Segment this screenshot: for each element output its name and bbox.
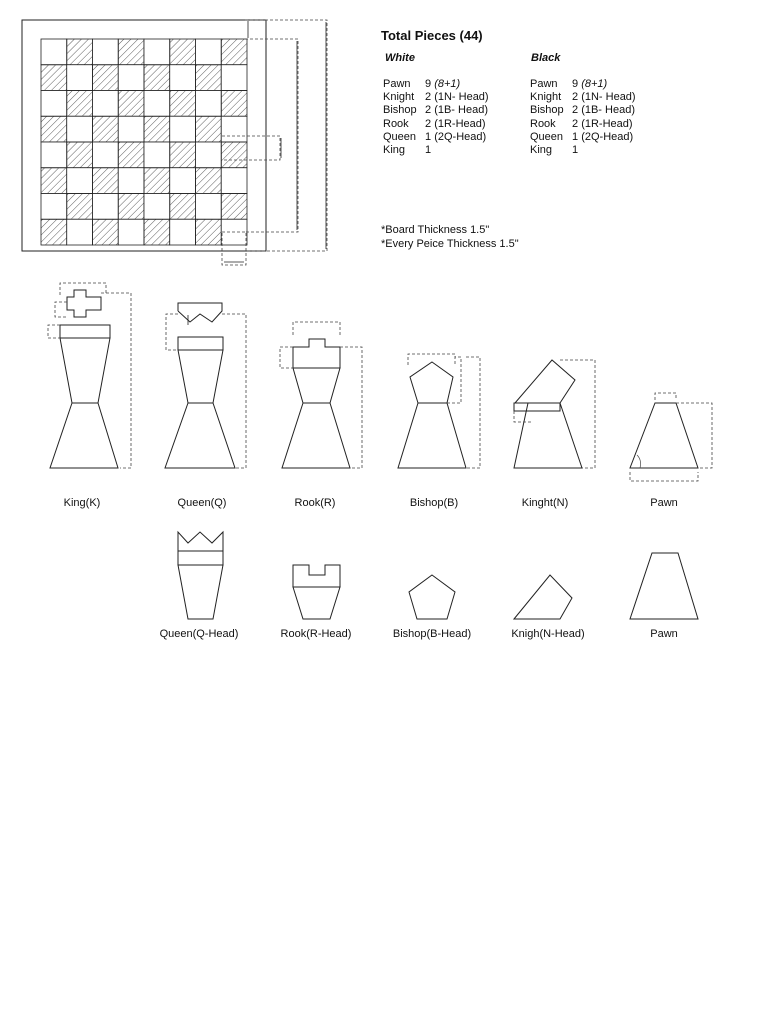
list-item <box>530 118 636 131</box>
caption-pawn-2: Pawn <box>650 628 678 640</box>
board-square <box>118 65 144 91</box>
board-square <box>144 91 170 117</box>
list-item <box>383 144 489 157</box>
board-square <box>144 142 170 168</box>
board-square <box>170 142 196 168</box>
board-square <box>41 65 67 91</box>
piece-name: Queen <box>530 130 564 143</box>
list-item <box>383 104 489 117</box>
knight-piece <box>514 360 582 468</box>
piece-name: Knight <box>383 91 415 104</box>
board-grid <box>41 39 247 245</box>
board-square <box>67 219 93 245</box>
pawn-piece <box>630 403 698 468</box>
piece-count: 1 <box>572 130 579 143</box>
board-square <box>144 194 170 220</box>
board-square <box>144 168 170 194</box>
board-square <box>196 168 222 194</box>
list-item <box>530 78 636 91</box>
piece-note: (8+1) <box>581 78 608 90</box>
piece-count: 2 <box>425 104 432 117</box>
rook-head <box>293 339 340 368</box>
piece-name: Pawn <box>383 78 411 90</box>
caption-king: King(K) <box>63 497 101 509</box>
caption-queen: Queen(Q) <box>177 497 227 509</box>
board-square <box>93 39 119 65</box>
board-square <box>67 194 93 220</box>
piece-count: 2 <box>425 91 432 104</box>
board-square <box>221 65 247 91</box>
piece-count: 1 <box>425 130 432 143</box>
board-square <box>93 116 119 142</box>
white-piece-list <box>383 78 489 157</box>
caption-bishop-head: Bishop(B-Head) <box>392 628 472 640</box>
board-square <box>93 219 119 245</box>
piece-count: 2 <box>572 91 579 104</box>
piece-name: Knight <box>530 91 562 104</box>
board-square <box>93 142 119 168</box>
queen-head-piece <box>178 532 223 619</box>
caption-rook-head: Rook(R-Head) <box>280 628 352 640</box>
board-square <box>170 194 196 220</box>
piece-name: Pawn <box>530 78 558 90</box>
board-square <box>144 65 170 91</box>
bishop-head-piece <box>409 575 455 619</box>
piece-note: (1B- Head) <box>434 104 488 117</box>
piece-name: Bishop <box>383 104 417 117</box>
black-column-header: Black <box>531 52 561 64</box>
caption-rook: Rook(R) <box>294 497 336 509</box>
board-square <box>196 194 222 220</box>
piece-name: Rook <box>530 117 556 130</box>
board-square <box>41 142 67 168</box>
board-square <box>196 142 222 168</box>
board-square <box>93 194 119 220</box>
piece-note: (8+1) <box>434 78 461 90</box>
caption-knight-head: Knigh(N-Head) <box>511 628 585 640</box>
piece-note: (1B- Head) <box>581 104 635 117</box>
board-square <box>41 91 67 117</box>
white-column-header: White <box>385 52 415 64</box>
board-square <box>170 168 196 194</box>
piece-count: 9 <box>572 78 579 90</box>
board-square <box>41 168 67 194</box>
rook-piece <box>282 339 350 468</box>
board-square <box>41 194 67 220</box>
board-square <box>196 219 222 245</box>
board-square <box>144 219 170 245</box>
piece-count: 1 <box>425 143 432 156</box>
board-square <box>221 168 247 194</box>
board-square <box>196 39 222 65</box>
black-piece-list <box>530 78 636 157</box>
queen-piece <box>165 303 235 468</box>
queen-crown <box>178 303 222 322</box>
piece-note: (2Q-Head) <box>434 130 487 143</box>
piece-note: (1N- Head) <box>581 91 636 104</box>
bishop-head <box>410 362 453 403</box>
board-square <box>170 219 196 245</box>
piece-name: King <box>530 143 553 156</box>
board-square <box>118 39 144 65</box>
bishop-piece <box>398 362 466 468</box>
board-square <box>196 116 222 142</box>
board-square <box>93 91 119 117</box>
board-square <box>144 116 170 142</box>
thickness-notes <box>381 224 519 251</box>
piece-note: (1R-Head) <box>434 117 486 130</box>
list-item <box>530 104 636 117</box>
piece-name: Queen <box>383 130 417 143</box>
board-square <box>196 91 222 117</box>
piece-name: Rook <box>383 117 409 130</box>
board-square <box>67 116 93 142</box>
board-square <box>221 194 247 220</box>
board-square <box>67 142 93 168</box>
board-square <box>170 116 196 142</box>
board-square <box>118 219 144 245</box>
board-square <box>118 116 144 142</box>
board-square <box>221 142 247 168</box>
board-square <box>118 142 144 168</box>
pawn-piece-2 <box>630 553 698 619</box>
list-item <box>530 91 636 104</box>
board-square <box>170 39 196 65</box>
board-square <box>118 91 144 117</box>
board-square <box>41 219 67 245</box>
list-item <box>383 78 489 91</box>
list-item <box>383 118 489 131</box>
board-square <box>118 168 144 194</box>
piece-note: (2Q-Head) <box>581 130 634 143</box>
list-item <box>383 131 489 144</box>
board-square <box>170 65 196 91</box>
piece-count: 2 <box>572 104 579 117</box>
rook-head-piece <box>293 565 340 619</box>
list-item <box>530 144 636 157</box>
piece-count: 2 <box>572 117 579 130</box>
board-square <box>144 39 170 65</box>
knight-head-piece <box>514 575 572 619</box>
board-square <box>41 116 67 142</box>
piece-thickness-note: *Every Peice Thickness 1.5" <box>381 237 519 250</box>
board-square <box>221 91 247 117</box>
piece-note: (1R-Head) <box>581 117 633 130</box>
caption-pawn: Pawn <box>650 497 678 509</box>
piece-count: 2 <box>425 117 432 130</box>
board-square <box>67 39 93 65</box>
board-square <box>41 39 67 65</box>
board-square <box>93 168 119 194</box>
board-square <box>67 168 93 194</box>
board-square <box>196 65 222 91</box>
board-square <box>67 65 93 91</box>
board-square <box>67 91 93 117</box>
board-thickness-note: *Board Thickness 1.5" <box>381 224 490 236</box>
list-item <box>530 131 636 144</box>
page-title: Total Pieces (44) <box>381 28 483 43</box>
board-square <box>221 39 247 65</box>
board-square <box>93 65 119 91</box>
caption-knight: Kinght(N) <box>521 497 569 509</box>
piece-name: Bishop <box>530 104 564 117</box>
piece-count: 1 <box>572 143 579 156</box>
caption-bishop: Bishop(B) <box>409 497 459 509</box>
chess-board <box>22 20 266 251</box>
piece-name: King <box>383 143 406 156</box>
piece-count: 9 <box>425 78 432 90</box>
king-cross <box>67 290 101 317</box>
piece-note: (1N- Head) <box>434 91 489 104</box>
knight-head <box>515 360 575 403</box>
board-square <box>221 116 247 142</box>
board-square <box>118 194 144 220</box>
list-item <box>383 91 489 104</box>
board-square <box>170 91 196 117</box>
caption-queen-head: Queen(Q-Head) <box>159 628 239 640</box>
